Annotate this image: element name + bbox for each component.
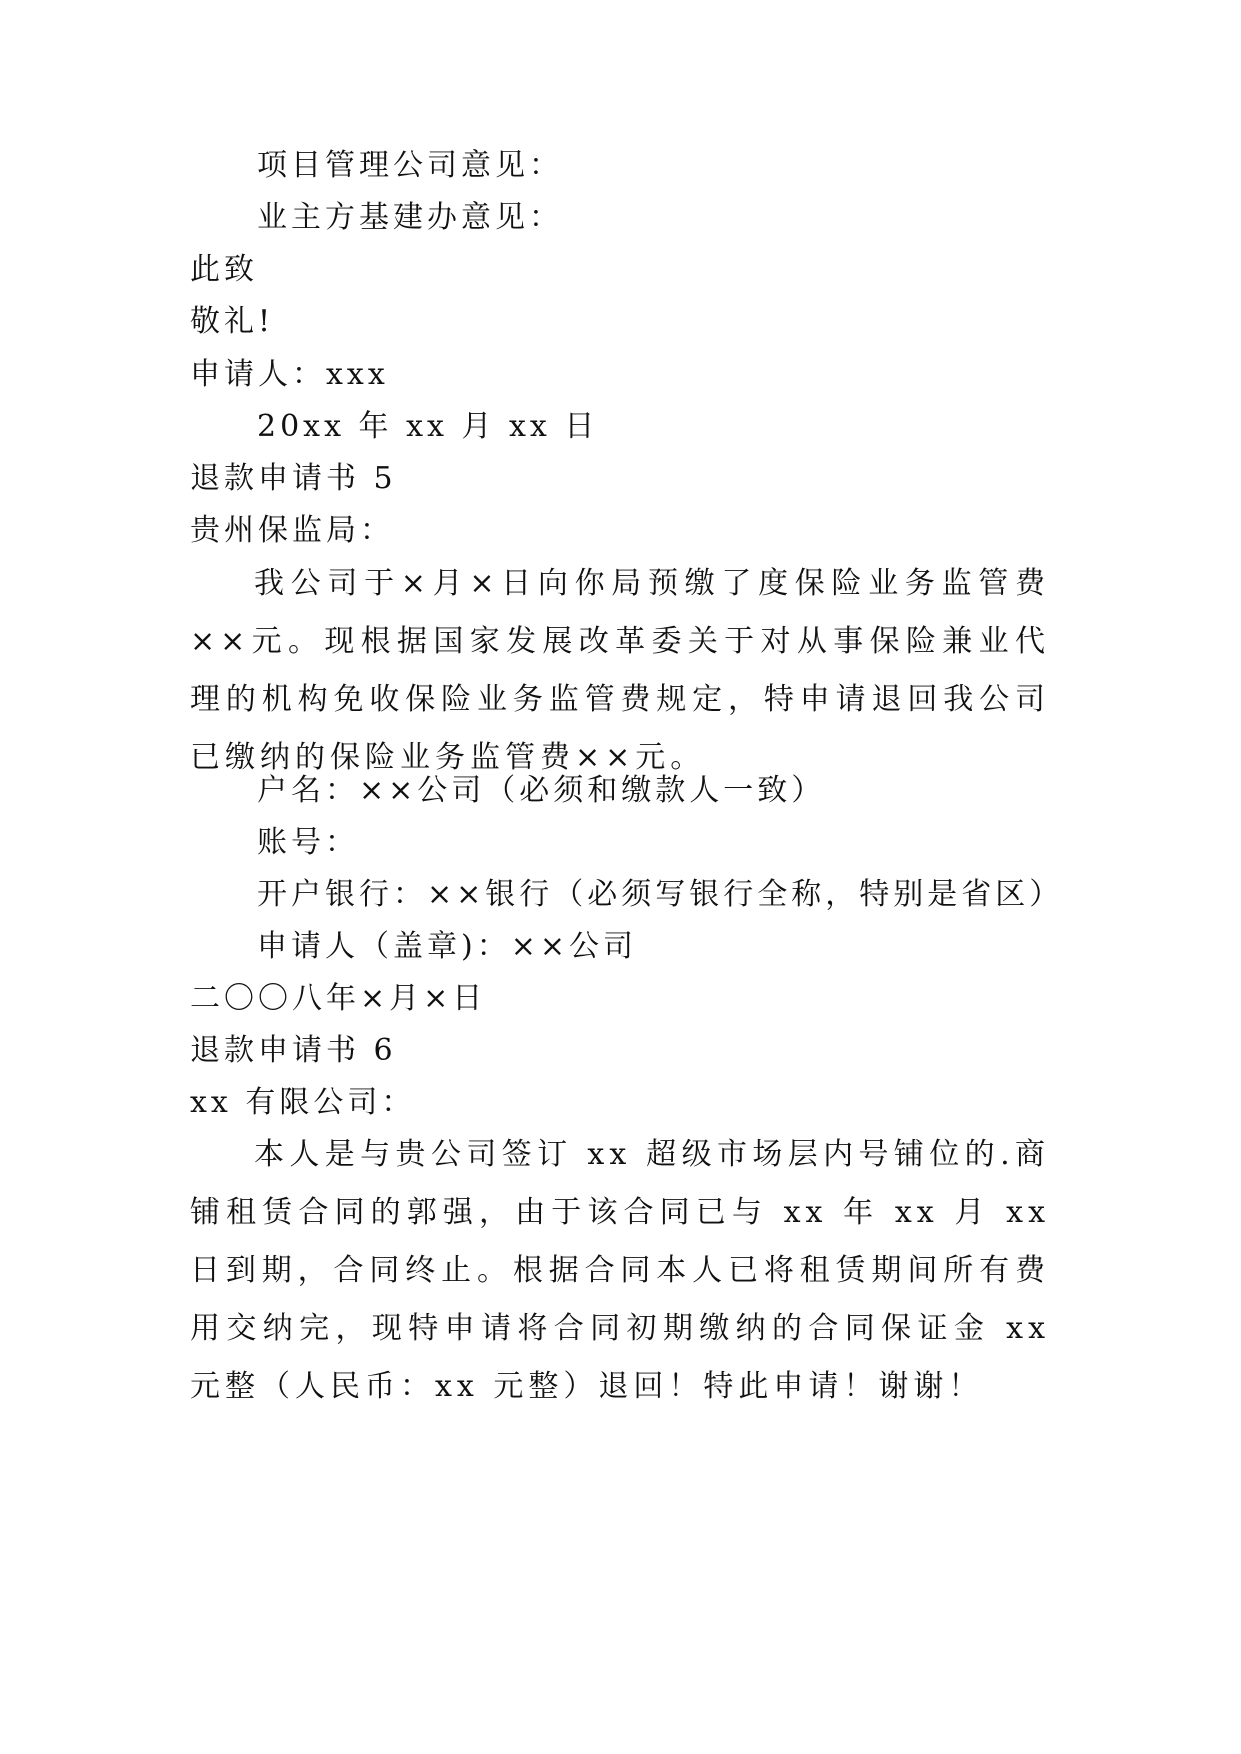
project-management-opinion: 项目管理公司意见： bbox=[257, 148, 563, 183]
section-title-6: 退款申请书 6 bbox=[190, 1033, 397, 1068]
body-paragraph-5: 我公司于×月×日向你局预缴了度保险业务监管费××元。现根据国家发展改革委关于对从事保险兼业代理的机构免收保险业务监管费规定，特申请退回我公司已缴纳的保险业务监管费××元。 bbox=[190, 566, 1050, 775]
account-number-line: 账号： bbox=[257, 825, 359, 860]
bank-line: 开户银行：××银行（必须写银行全称，特别是省区） bbox=[257, 877, 1064, 912]
date-line: 20xx 年 xx 月 xx 日 bbox=[257, 409, 599, 444]
applicant-line: 申请人：xxx bbox=[190, 357, 389, 392]
section-title-5: 退款申请书 5 bbox=[190, 461, 397, 496]
addressee-5: 贵州保监局： bbox=[190, 513, 394, 548]
account-name-line: 户名：××公司（必须和缴款人一致） bbox=[257, 773, 826, 808]
addressee-6: xx 有限公司： bbox=[190, 1085, 416, 1120]
stamp-applicant-line: 申请人（盖章)：××公司 bbox=[257, 929, 637, 964]
closing-respect: 敬礼! bbox=[190, 304, 275, 339]
closing-salutation: 此致 bbox=[190, 252, 258, 287]
date-line-5: 二〇〇八年×月×日 bbox=[190, 981, 487, 1016]
body-paragraph-6: 本人是与贵公司签订 xx 超级市场层内号铺位的.商铺租赁合同的郭强，由于该合同已与 xx 年 xx 月 xx 日到期，合同终止。根据合同本人已将租赁期间所有费用交纳完，现特申请将合同初期缴纳的合同保证金 xx 元整（人民币：xx 元整）退回！特此申请！谢谢！ bbox=[190, 1137, 1050, 1404]
owner-opinion: 业主方基建办意见： bbox=[257, 200, 563, 235]
